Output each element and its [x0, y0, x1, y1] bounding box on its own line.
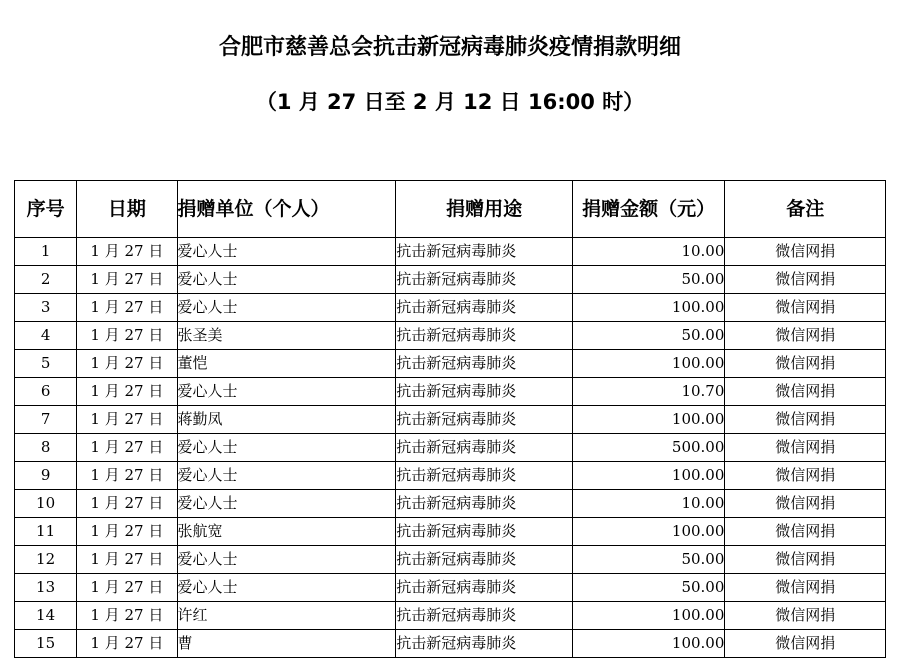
table-row	[15, 238, 886, 266]
table-row	[15, 294, 886, 322]
cell-serial-number: 10	[15, 490, 77, 518]
header-row	[15, 181, 886, 238]
cell-date: 1 月 27 日	[77, 322, 177, 350]
header-amount: 捐赠金额（元）	[572, 181, 725, 238]
header-note: 备注	[725, 181, 886, 238]
cell-donor: 爱心人士	[177, 434, 396, 462]
cell-serial-number: 1	[15, 238, 77, 266]
cell-note: 微信网捐	[725, 462, 886, 490]
cell-note: 微信网捐	[725, 574, 886, 602]
cell-serial-number: 2	[15, 266, 77, 294]
table-row	[15, 518, 886, 546]
cell-note: 微信网捐	[725, 378, 886, 406]
table-row	[15, 574, 886, 602]
table-row	[15, 546, 886, 574]
cell-serial-number: 15	[15, 630, 77, 658]
cell-donor: 爱心人士	[177, 294, 396, 322]
cell-donor: 爱心人士	[177, 238, 396, 266]
table-row	[15, 490, 886, 518]
cell-donor: 爱心人士	[177, 462, 396, 490]
cell-note: 微信网捐	[725, 322, 886, 350]
cell-purpose: 抗击新冠病毒肺炎	[396, 406, 573, 434]
document-subtitle: （1 月 27 日至 2 月 12 日 16:00 时）	[255, 90, 645, 114]
cell-date: 1 月 27 日	[77, 294, 177, 322]
cell-date: 1 月 27 日	[77, 630, 177, 658]
cell-amount: 50.00	[572, 266, 725, 294]
header-purpose: 捐赠用途	[396, 181, 573, 238]
cell-purpose: 抗击新冠病毒肺炎	[396, 518, 573, 546]
cell-note: 微信网捐	[725, 238, 886, 266]
cell-purpose: 抗击新冠病毒肺炎	[396, 462, 573, 490]
table-row	[15, 630, 886, 658]
cell-note: 微信网捐	[725, 294, 886, 322]
cell-date: 1 月 27 日	[77, 434, 177, 462]
cell-date: 1 月 27 日	[77, 518, 177, 546]
cell-amount: 50.00	[572, 546, 725, 574]
cell-purpose: 抗击新冠病毒肺炎	[396, 630, 573, 658]
cell-amount: 100.00	[572, 518, 725, 546]
cell-amount: 10.00	[572, 490, 725, 518]
cell-amount: 100.00	[572, 350, 725, 378]
table-row	[15, 462, 886, 490]
cell-purpose: 抗击新冠病毒肺炎	[396, 574, 573, 602]
cell-serial-number: 11	[15, 518, 77, 546]
table-row	[15, 322, 886, 350]
cell-serial-number: 13	[15, 574, 77, 602]
cell-donor: 张航宽	[177, 518, 396, 546]
header-date: 日期	[77, 181, 177, 238]
cell-date: 1 月 27 日	[77, 574, 177, 602]
cell-purpose: 抗击新冠病毒肺炎	[396, 434, 573, 462]
cell-serial-number: 7	[15, 406, 77, 434]
cell-date: 1 月 27 日	[77, 490, 177, 518]
cell-serial-number: 5	[15, 350, 77, 378]
cell-serial-number: 4	[15, 322, 77, 350]
table-row	[15, 434, 886, 462]
cell-note: 微信网捐	[725, 630, 886, 658]
cell-amount: 100.00	[572, 630, 725, 658]
table-header	[15, 181, 886, 238]
table-row	[15, 350, 886, 378]
cell-note: 微信网捐	[725, 490, 886, 518]
cell-purpose: 抗击新冠病毒肺炎	[396, 490, 573, 518]
cell-note: 微信网捐	[725, 350, 886, 378]
cell-serial-number: 6	[15, 378, 77, 406]
cell-date: 1 月 27 日	[77, 350, 177, 378]
cell-date: 1 月 27 日	[77, 266, 177, 294]
cell-note: 微信网捐	[725, 546, 886, 574]
cell-serial-number: 14	[15, 602, 77, 630]
cell-serial-number: 12	[15, 546, 77, 574]
cell-donor: 爱心人士	[177, 378, 396, 406]
header-serial-number: 序号	[15, 181, 77, 238]
cell-amount: 50.00	[572, 574, 725, 602]
cell-purpose: 抗击新冠病毒肺炎	[396, 350, 573, 378]
cell-donor: 爱心人士	[177, 546, 396, 574]
donation-table	[14, 180, 886, 658]
cell-purpose: 抗击新冠病毒肺炎	[396, 602, 573, 630]
header-donor: 捐赠单位（个人）	[177, 181, 396, 238]
cell-purpose: 抗击新冠病毒肺炎	[396, 546, 573, 574]
cell-note: 微信网捐	[725, 406, 886, 434]
cell-donor: 董恺	[177, 350, 396, 378]
cell-amount: 100.00	[572, 602, 725, 630]
cell-date: 1 月 27 日	[77, 378, 177, 406]
cell-donor: 爱心人士	[177, 490, 396, 518]
cell-date: 1 月 27 日	[77, 546, 177, 574]
cell-note: 微信网捐	[725, 602, 886, 630]
cell-date: 1 月 27 日	[77, 406, 177, 434]
cell-purpose: 抗击新冠病毒肺炎	[396, 238, 573, 266]
cell-purpose: 抗击新冠病毒肺炎	[396, 322, 573, 350]
cell-purpose: 抗击新冠病毒肺炎	[396, 294, 573, 322]
cell-amount: 10.70	[572, 378, 725, 406]
cell-donor: 蒋勤凤	[177, 406, 396, 434]
document-title: 合肥市慈善总会抗击新冠病毒肺炎疫情捐款明细	[218, 35, 681, 60]
cell-donor: 曹	[177, 630, 396, 658]
table-row	[15, 378, 886, 406]
cell-donor: 张圣美	[177, 322, 396, 350]
cell-note: 微信网捐	[725, 518, 886, 546]
cell-purpose: 抗击新冠病毒肺炎	[396, 378, 573, 406]
cell-date: 1 月 27 日	[77, 602, 177, 630]
cell-amount: 50.00	[572, 322, 725, 350]
cell-amount: 500.00	[572, 434, 725, 462]
cell-note: 微信网捐	[725, 434, 886, 462]
cell-amount: 10.00	[572, 238, 725, 266]
cell-serial-number: 9	[15, 462, 77, 490]
cell-note: 微信网捐	[725, 266, 886, 294]
cell-date: 1 月 27 日	[77, 238, 177, 266]
cell-amount: 100.00	[572, 294, 725, 322]
cell-donor: 爱心人士	[177, 266, 396, 294]
cell-date: 1 月 27 日	[77, 462, 177, 490]
table-row	[15, 266, 886, 294]
cell-amount: 100.00	[572, 406, 725, 434]
table-row	[15, 602, 886, 630]
cell-purpose: 抗击新冠病毒肺炎	[396, 266, 573, 294]
cell-amount: 100.00	[572, 462, 725, 490]
cell-serial-number: 3	[15, 294, 77, 322]
cell-donor: 爱心人士	[177, 574, 396, 602]
cell-serial-number: 8	[15, 434, 77, 462]
cell-donor: 许红	[177, 602, 396, 630]
table-body	[15, 238, 886, 658]
table-row	[15, 406, 886, 434]
